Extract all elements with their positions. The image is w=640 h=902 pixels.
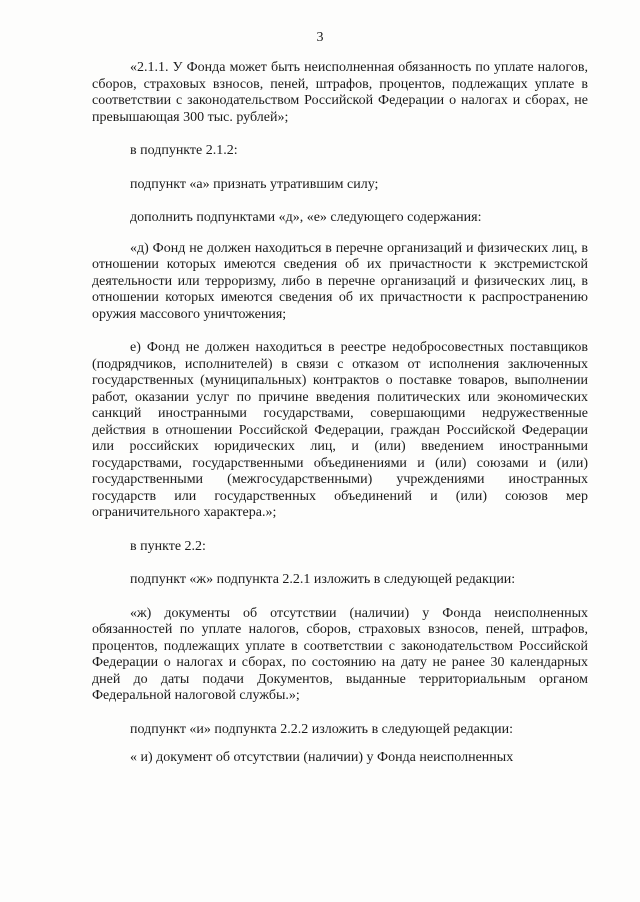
paragraph-subclause-i: « и) документ об отсутствии (наличии) у Фонда неисполненных (130, 750, 514, 765)
page-number: 3 (316, 30, 324, 45)
paragraph-subclause-d: «д) Фонд не должен находиться в перечне организаций и физических лиц, в отношении которых имеются сведения об их причастности к экстремистской деятельности или терроризму, либо в перечне организаций и физических лиц, в отношении которых имеются сведения об их причастности к распространению оружия массового уничтожения; (92, 240, 588, 322)
paragraph-subclause-a-repeal: подпункт «а» признать утратившим силу; (130, 176, 379, 192)
paragraph-clause-2-2: в пункте 2.2: (130, 538, 206, 554)
paragraph-add-subclauses: дополнить подпунктами «д», «е» следующего содержания: (130, 210, 482, 225)
paragraph-subclause-e: е) Фонд не должен находиться в реестре недобросовестных поставщиков (подрядчиков, исполнителей) в связи с отказом от исполнения заключенных государственных (муниципальных) контрактов о поставке товаров, выполнении работ, оказании услуг по причине введения политических или экономических санкций иностранными государствами, совершающими недружественные действия в отношении Российской Федерации, граждан Российской Федерации или российских юридических лиц, и (или) введением иностранными государствами, государственными объединениями и (или) союзами и (или) государственными (межгосударственными) учреждениями иностранных государств или государственных объединений и (или) союзов мер ограничительного характера.»; (92, 340, 588, 520)
paragraph-subclause-i-heading: подпункт «и» подпункта 2.2.2 изложить в следующей редакции: (130, 721, 514, 737)
paragraph-subclause-zh-heading: подпункт «ж» подпункта 2.2.1 изложить в следующей редакции: (130, 572, 516, 587)
paragraph-subclause-2-1-2: в подпункте 2.1.2: (130, 143, 238, 158)
paragraph-2-1-1: «2.1.1. У Фонда может быть неисполненная обязанность по уплате налогов, сборов, страховых взносов, пеней, штрафов, процентов, подлежащих уплате в соответствии с законодательством Российской Федерации о налогах и сборах, не превышающая 300 тыс. рублей»; (92, 60, 588, 125)
document-body (92, 60, 588, 767)
paragraph-subclause-zh: «ж) документы об отсутствии (наличии) у Фонда неисполненных обязанностей по уплате налогов, сборов, страховых взносов, пеней, штрафов, процентов, подлежащих уплате в соответствии с законодательством Российской Федерации о налогах и сборах, по состоянию на дату не ранее 30 календарных дней до даты подачи Документов, выданные территориальным органом Федеральной налоговой службы.»; (92, 605, 588, 703)
